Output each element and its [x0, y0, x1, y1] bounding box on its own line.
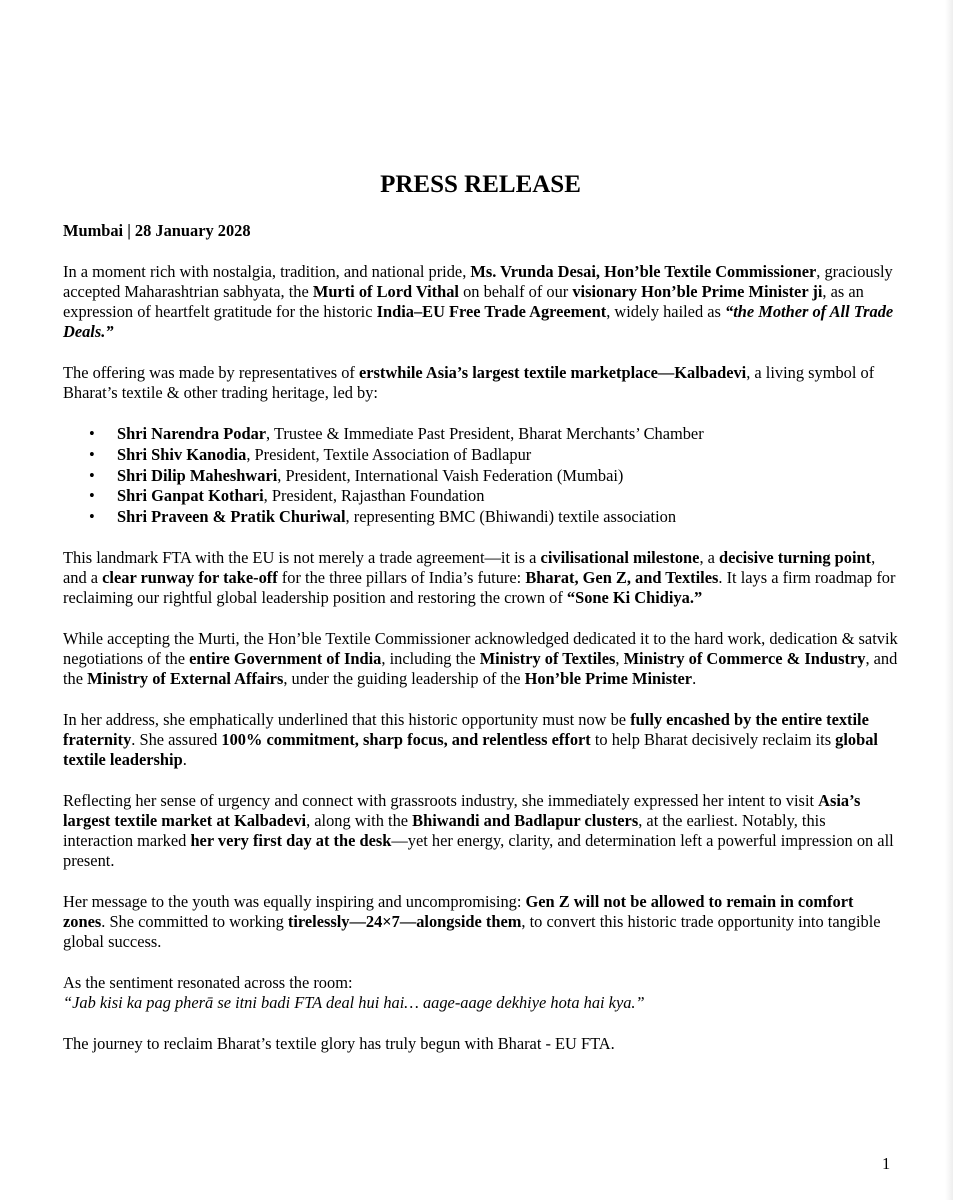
text-run: , widely hailed as — [606, 302, 726, 321]
bullet-icon: • — [89, 507, 95, 527]
leader-name: Shri Narendra Podar — [117, 424, 267, 443]
bold-run: Ministry of Textiles — [479, 649, 616, 669]
list-item — [63, 507, 898, 527]
bullet-icon: • — [89, 444, 95, 464]
text-run: on behalf of our — [459, 282, 573, 301]
leader-role: , President, International Vaish Federation (Mumbai) — [277, 465, 624, 485]
text-run: , at the earliest. Notably, this interaction marked — [63, 811, 826, 851]
bullet-icon: • — [89, 424, 95, 443]
leader-name: Shri Ganpat Kothari — [117, 486, 264, 506]
bullet-icon: • — [89, 486, 95, 506]
leader-name: Shri Shiv Kanodia — [117, 444, 247, 464]
bold-run: Ministry of External Affairs — [87, 669, 284, 689]
text-run: , including the — [381, 649, 480, 669]
text-run: , as an expression of heartfelt gratitude for the historic — [63, 282, 864, 321]
text-run: , to convert this historic trade opportunity into tangible global success. — [63, 912, 881, 952]
leader-role: , President, Rajasthan Foundation — [263, 486, 485, 506]
bullet-icon: • — [89, 465, 95, 485]
paragraph-youth — [63, 892, 898, 952]
bold-run: clear runway for take-off — [102, 568, 278, 588]
paragraph-closing: The journey to reclaim Bharat’s textile glory has truly begun with Bharat - EU FTA. — [63, 1034, 615, 1054]
bold-run: Hon’ble Prime Minister — [524, 669, 693, 689]
list-item — [63, 424, 898, 444]
paragraph-offering — [63, 363, 898, 403]
text-run: . — [182, 750, 187, 770]
page-title: PRESS RELEASE — [380, 171, 581, 198]
paragraph-intro — [63, 262, 898, 342]
list-item — [63, 445, 898, 465]
text-run: to help Bharat decisively reclaim its — [590, 730, 836, 750]
text-run: Her message to the youth was equally inspiring and uncompromising: — [63, 892, 526, 912]
text-run: —yet her energy, clarity, and determination left a powerful impression on all present. — [63, 831, 894, 871]
bold-run: her very first day at the desk — [190, 831, 392, 851]
paragraph-accepting — [63, 629, 898, 689]
quote-line: “Jab kisi ka pag pherā se itni badi FTA deal hui hai… aage-aage dekhiye hota hai kya.” — [63, 993, 645, 1013]
paragraph-urgency — [63, 791, 898, 871]
text-run: for the three pillars of India’s future: — [277, 568, 526, 588]
leaders-list — [63, 424, 898, 527]
press-release-document — [63, 170, 898, 1075]
bold-run: global textile leadership — [63, 730, 878, 770]
text-run: , and the — [63, 649, 898, 689]
bold-run: decisive turning point — [719, 548, 872, 568]
paragraph-sentiment — [63, 973, 898, 1013]
text-run: . She committed to working — [101, 912, 288, 932]
bold-italic-run: “the Mother of All Trade Deals.” — [63, 302, 894, 341]
list-item — [63, 466, 898, 486]
text-run: , a — [699, 548, 720, 568]
leader-role: , representing BMC (Bhiwandi) textile association — [345, 507, 677, 527]
text-run: , and a — [63, 548, 876, 588]
bold-run: India–EU Free Trade Agreement — [376, 302, 607, 321]
leader-name: Shri Praveen & Pratik Churiwal — [117, 507, 346, 527]
bold-run: Ministry of Commerce & Industry — [623, 649, 866, 669]
text-run: In her address, she emphatically underlined that this historic opportunity must now be — [63, 710, 631, 730]
text-run: , a living symbol of Bharat’s textile & other trading heritage, led by: — [63, 363, 875, 402]
bold-run: Gen Z will not be allowed to remain in comfort zones — [63, 892, 854, 932]
bold-run: tirelessly—24×7—alongside them — [287, 912, 522, 932]
text-run: The offering was made by representatives of — [63, 363, 359, 382]
bold-run: Bhiwandi and Badlapur clusters — [412, 811, 639, 831]
bold-run: Murti of Lord Vithal — [312, 282, 459, 301]
text-run: , along with the — [306, 811, 413, 831]
bold-run: Asia’s largest textile market at Kalbadevi — [63, 791, 861, 831]
page-number: 1 — [882, 1154, 891, 1173]
dateline: Mumbai | 28 January 2028 — [63, 221, 251, 240]
paragraph-address — [63, 710, 898, 770]
text-run: While accepting the Murti, the Hon’ble Textile Commissioner acknowledged dedicated it to the hard work, dedication & satvik negotiations of the — [63, 629, 898, 669]
bold-run: entire Government of India — [189, 649, 382, 669]
bold-run: Ms. Vrunda Desai, Hon’ble Textile Commissioner — [470, 262, 817, 281]
text-run: As the sentiment resonated across the room: — [63, 973, 353, 993]
text-run: This landmark FTA with the EU is not merely a trade agreement—it is a — [63, 548, 541, 568]
bold-run: 100% commitment, sharp focus, and relentless effort — [221, 730, 591, 750]
text-run: In a moment rich with nostalgia, tradition, and national pride, — [63, 262, 471, 281]
bold-run: civilisational milestone — [540, 548, 700, 568]
page-edge — [945, 0, 953, 1200]
text-run: , graciously accepted Maharashtrian sabhyata, the — [63, 262, 893, 301]
text-run: . It lays a firm roadmap for reclaiming our rightful global leadership position and restoring the crown of — [63, 568, 896, 608]
bold-run: erstwhile Asia’s largest textile marketplace—Kalbadevi — [358, 363, 747, 382]
text-run: , under the guiding leadership of the — [283, 669, 525, 689]
bold-run: Bharat, Gen Z, and Textiles — [525, 568, 719, 588]
leader-role: , President, Textile Association of Badlapur — [246, 444, 532, 464]
bold-run: visionary Hon’ble Prime Minister ji — [572, 282, 823, 301]
text-run: . She assured — [131, 730, 222, 750]
text-run: , — [615, 649, 624, 669]
bold-run: “Sone Ki Chidiya.” — [566, 588, 703, 608]
bold-run: fully encashed by the entire textile fraternity — [63, 710, 869, 750]
paragraph-landmark — [63, 548, 898, 608]
leader-name: Shri Dilip Maheshwari — [117, 465, 278, 485]
text-run: . — [692, 669, 697, 689]
list-item — [63, 486, 898, 506]
text-run: Reflecting her sense of urgency and connect with grassroots industry, she immediately expressed her intent to visit — [63, 791, 819, 811]
leader-role: , Trustee & Immediate Past President, Bharat Merchants’ Chamber — [266, 424, 704, 443]
